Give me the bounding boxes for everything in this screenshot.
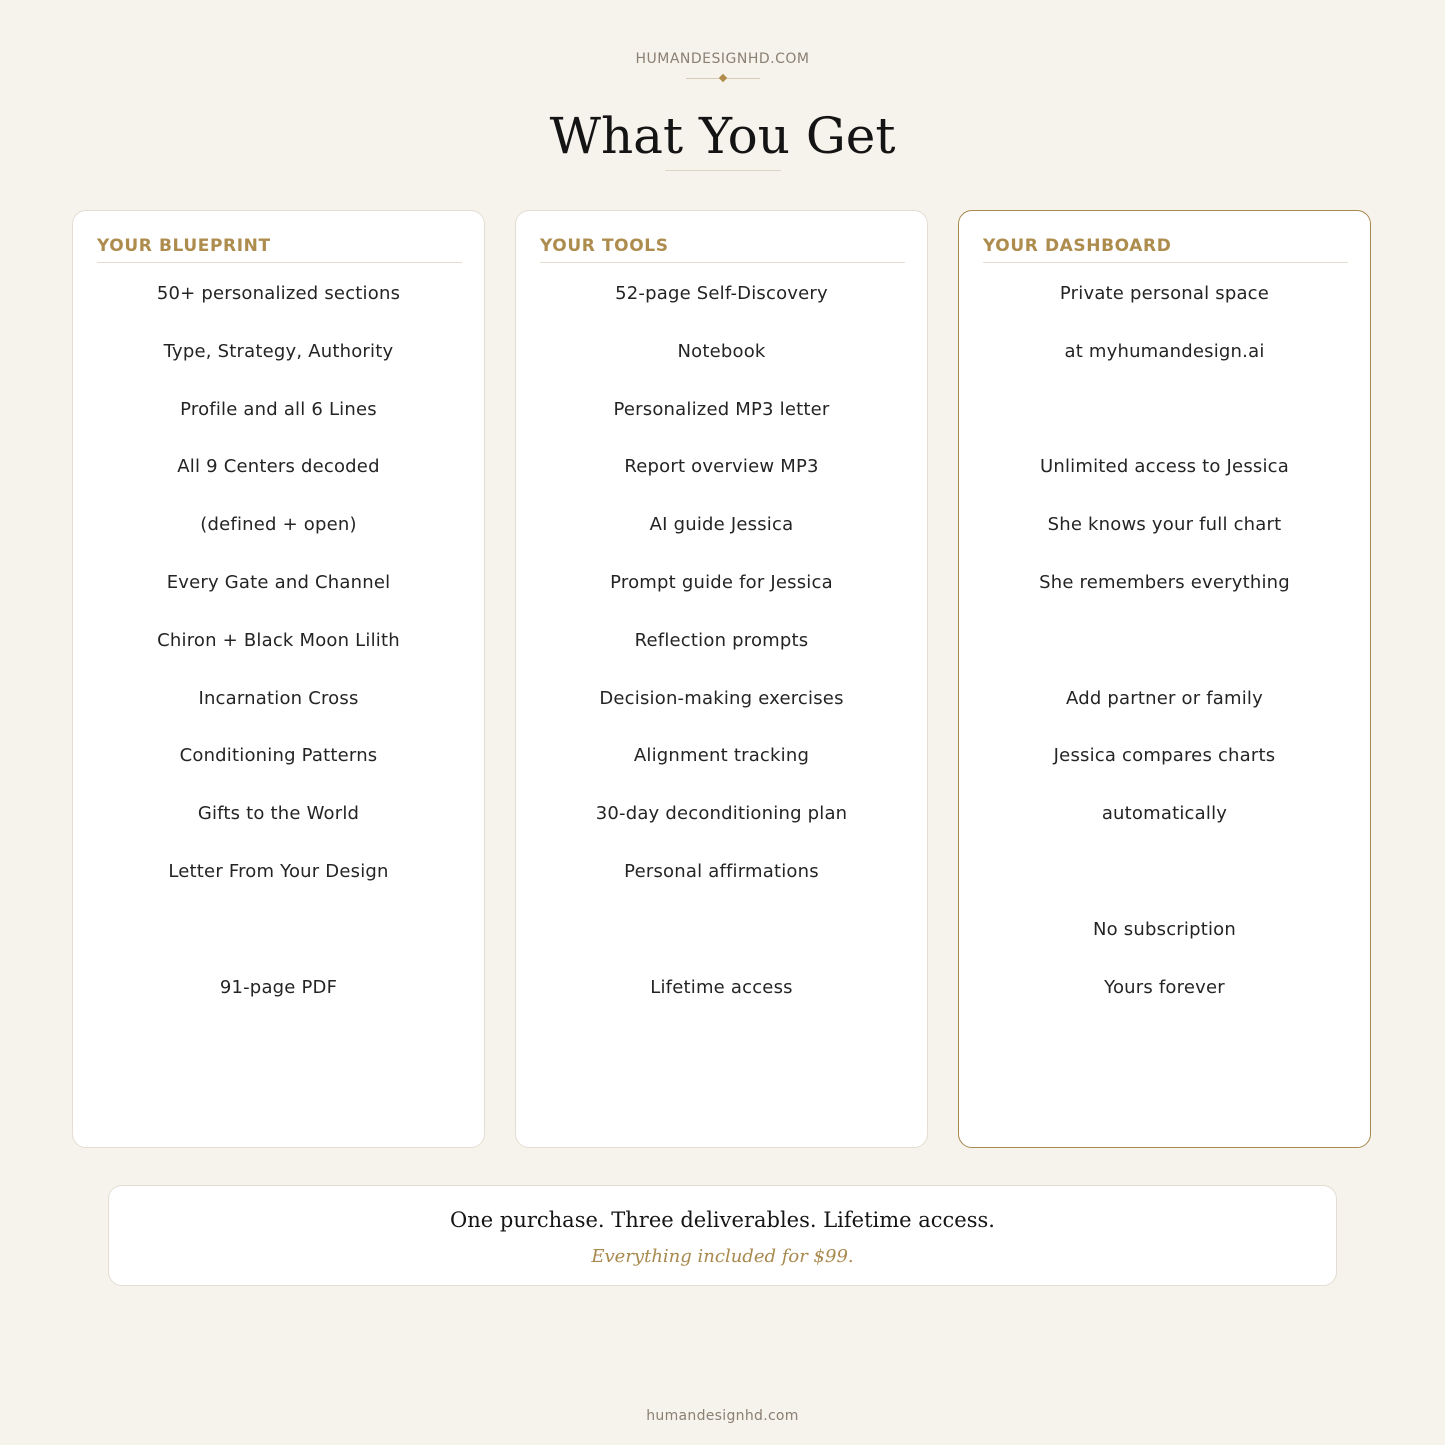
list-spacer	[73, 918, 484, 976]
list-spacer	[959, 398, 1370, 456]
card-tools	[515, 210, 928, 1148]
summary-price: Everything included for $99.	[591, 1246, 854, 1267]
list-item: automatically	[1101, 803, 1228, 825]
list-item: No subscription	[1093, 918, 1236, 940]
list-item: Letter From Your Design	[168, 860, 389, 882]
footer-url: humandesignhd.com	[646, 1408, 799, 1424]
list-item: AI guide Jessica	[649, 514, 794, 536]
feature-list	[516, 282, 927, 1033]
summary-box	[108, 1185, 1337, 1286]
feature-list	[959, 282, 1370, 1033]
list-item: Personal affirmations	[624, 860, 819, 882]
list-item: Add partner or family	[1066, 687, 1263, 709]
list-item: (defined + open)	[200, 514, 357, 536]
list-spacer	[516, 918, 927, 976]
list-item: Every Gate and Channel	[166, 571, 391, 593]
page-title: What You Get	[549, 107, 896, 165]
card-divider	[540, 262, 905, 263]
list-item: Unlimited access to Jessica	[1039, 456, 1290, 478]
list-item: Alignment tracking	[633, 745, 810, 767]
list-item: Prompt guide for Jessica	[610, 571, 833, 593]
list-spacer	[959, 860, 1370, 918]
list-item: Yours forever	[1104, 976, 1225, 998]
list-item: Jessica compares charts	[1053, 745, 1276, 767]
list-item: All 9 Centers decoded	[177, 456, 380, 478]
card-heading: YOUR DASHBOARD	[983, 236, 1172, 256]
list-item: Type, Strategy, Authority	[163, 340, 394, 362]
card-divider	[97, 262, 462, 263]
ornament-diamond-icon	[719, 74, 727, 82]
list-item: Report overview MP3	[624, 456, 819, 478]
list-item: Profile and all 6 Lines	[180, 398, 377, 420]
list-item: Private personal space	[1059, 283, 1270, 304]
list-item: Personalized MP3 letter	[613, 398, 830, 420]
brand-label: HUMANDESIGNHD.COM	[635, 51, 810, 67]
list-item: 30-day deconditioning plan	[595, 803, 848, 825]
list-item: Conditioning Patterns	[179, 745, 378, 767]
summary-headline: One purchase. Three deliverables. Lifetime access.	[450, 1208, 995, 1232]
list-item: She knows your full chart	[1047, 514, 1282, 536]
list-item: Chiron + Black Moon Lilith	[157, 629, 400, 651]
list-item: Decision-making exercises	[599, 687, 844, 709]
card-blueprint	[72, 210, 485, 1148]
list-item: Notebook	[677, 340, 766, 362]
list-item: Incarnation Cross	[198, 687, 359, 709]
card-heading: YOUR TOOLS	[540, 236, 669, 256]
list-item: 91-page PDF	[219, 976, 338, 998]
card-dashboard	[958, 210, 1371, 1148]
title-divider	[665, 170, 781, 171]
card-divider	[983, 262, 1348, 263]
list-item: Reflection prompts	[634, 629, 809, 651]
list-item: She remembers everything	[1039, 571, 1290, 593]
list-item: Gifts to the World	[197, 803, 360, 825]
list-item: at myhumandesign.ai	[1064, 340, 1265, 362]
list-item: 52-page Self-Discovery	[615, 283, 828, 304]
list-spacer	[959, 629, 1370, 687]
feature-list	[73, 282, 484, 1033]
card-heading: YOUR BLUEPRINT	[97, 236, 271, 256]
list-item: Lifetime access	[650, 976, 793, 998]
list-item: 50+ personalized sections	[156, 283, 401, 304]
